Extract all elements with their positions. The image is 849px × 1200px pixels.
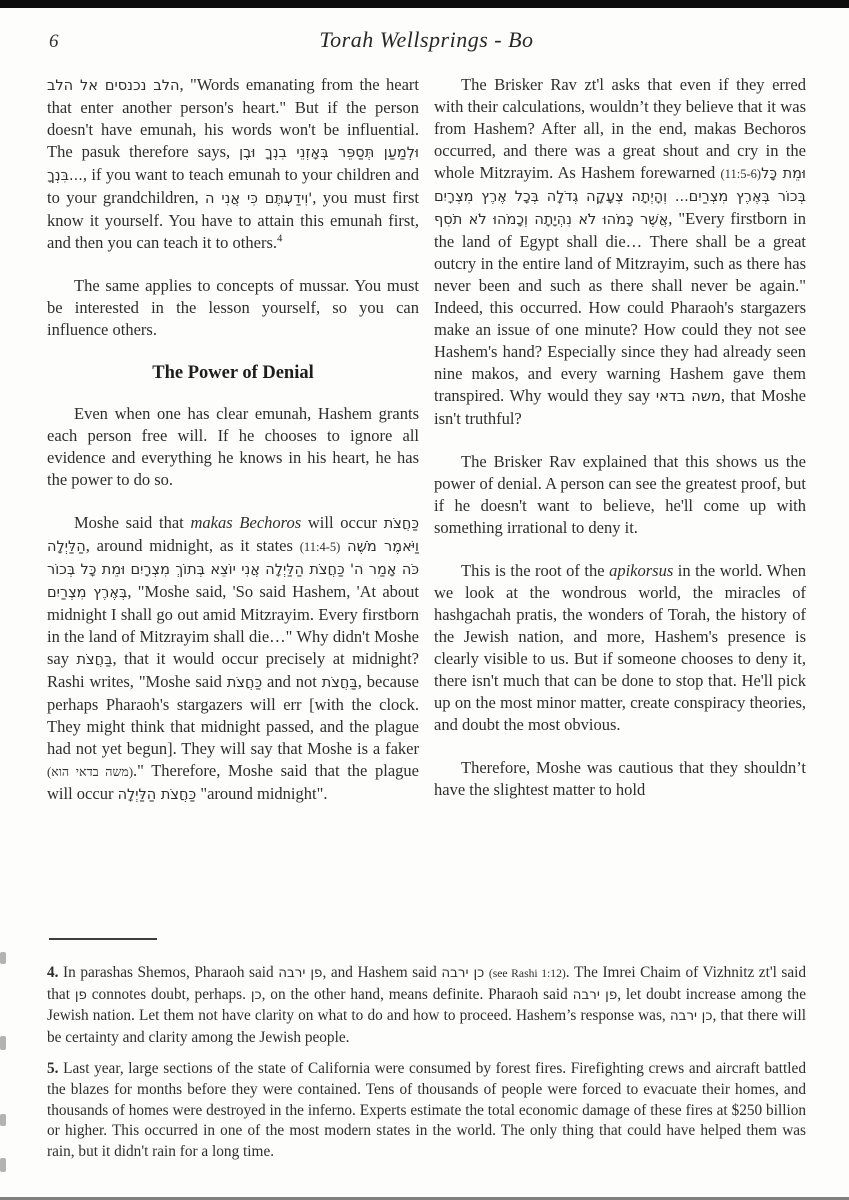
text-run: The Brisker Rav zt'l asks that even if they erred with their calculations, wouldn’t they believe that it was from Hashem? After all, in the end, makas Bechoros occurred, and there was a great shout and cry in the whole Mitzrayim. As Hashem forewarned <box>434 75 806 182</box>
hebrew-phrase: כן ירבה <box>441 966 485 981</box>
text-run: In parashas Shemos, Pharaoh said <box>63 964 279 981</box>
scan-border-top <box>0 0 849 8</box>
text-run: ." Therefore, Moshe said that the plague will occur <box>47 761 419 803</box>
inline-reference: (see Rashi 1:12) <box>488 967 566 980</box>
hebrew-phrase: פן <box>74 987 87 1003</box>
left-column <box>47 74 419 932</box>
text-run: , around midnight, as it states <box>85 536 300 555</box>
hebrew-phrase: כַּחֲצֹת הַלַּיְלָה <box>47 516 419 555</box>
page-number: 6 <box>49 31 59 52</box>
text-run: , and Hashem said <box>322 964 442 981</box>
hebrew-phrase: הלב נכנסים אל הלב <box>47 78 180 94</box>
hebrew-phrase: וּמֵת כָּל בְּכוֹר בְּאֶרֶץ מִצְרַיִם... וְהָיְתָה צְעָקָה גְדֹלָה בְּכָל אֶרֶץ מִצְרָיִם אֲשֶׁר כָּמֹהוּ לֹא נִהְיָתָה וְכָמֹהוּ לֹא תֹסִף <box>434 166 806 228</box>
text-run: Last year, large sections of the state of California were consumed by forest fires. Firefighting crews and aircraft battled the blazes for months before they were contained. Tens of thousands of people were forced to evacuate their homes, and thousands of homes were destroyed in the inferno. Experts estimate the total economic damage of these fires at $250 billion or higher. This occurred in one of the most modern states in the world. The only thing that could have helped them was rain, but it didn't rain for a long time. <box>47 1060 806 1160</box>
hebrew-phrase: כן ירבה <box>669 1009 713 1025</box>
text-run: , "Every firstborn in the land of Egypt shall die… There shall be a great outcry in the entire land of Mitzrayim, such as there has never been and such as there shall never be again." Indeed, this occurred. How could Pharaoh's stargazers make an issue of one minute? How could they not see Hashem's hand? Especially since they had already seen nine makos, and every warning Hashem gave them transpired. Why would they say <box>434 209 806 405</box>
page-header <box>47 27 806 61</box>
text-run: "around midnight". <box>196 784 328 803</box>
page-title: Torah Wellsprings - Bo <box>319 27 534 52</box>
footnote-5 <box>47 1059 806 1162</box>
right-column <box>434 74 806 932</box>
text-run: connotes doubt, perhaps. <box>86 985 251 1003</box>
text-run: . The Imrei Chaim of Vizhnitz zt'l said that <box>47 964 807 1003</box>
text-run: , if you want to teach emunah to your children and to your grandchildren, <box>47 165 419 207</box>
footnote-marker: 4 <box>277 232 283 245</box>
italic-term: apikorsus <box>609 561 674 580</box>
paragraph <box>47 74 419 254</box>
paragraph <box>47 512 419 806</box>
paragraph <box>434 560 806 736</box>
text-run: , that Moshe isn't truthful? <box>434 386 806 428</box>
hebrew-phrase: וִידַעְתֶּם כִּי אֲנִי ה' <box>204 191 313 207</box>
text-run: , that there will be certainty and clarity among the Jewish people. <box>47 1007 806 1046</box>
text-run: , on the other hand, means definite. Pharaoh said <box>261 985 573 1003</box>
text-run: and not <box>262 672 322 691</box>
footnote-list <box>47 963 806 1162</box>
text-run: Moshe said that <box>74 513 191 532</box>
paragraph <box>47 403 419 491</box>
footnote-number: 5. <box>47 1060 64 1078</box>
hebrew-phrase: וַיֹּאמֶר מֹשֶׁה כֹּה אָמַר ה' כַּחֲצֹת הַלַּיְלָה אֲנִי יוֹצֵא בְּתוֹךְ מִצְרָיִם וּמֵת כָּל בְּכוֹר בְּאֶרֶץ מִצְרַיִם <box>47 539 419 601</box>
paragraph <box>434 74 806 430</box>
text-run: , let doubt increase among the Jewish nation. Let them not have clarity on what to do and how to proceed. Hashem’s response was, <box>47 985 806 1025</box>
text-run: , that it would occur precisely at midnight? Rashi writes, "Moshe said <box>47 649 419 691</box>
body-columns <box>47 74 806 932</box>
text-run: , "Moshe said, 'So said Hashem, 'At about midnight I shall go out amid Mitzrayim. Every firstborn in the land of Mitzrayim shall die…" Why didn't Moshe say <box>47 582 419 668</box>
inline-reference: (משה בדאי הוא) <box>47 765 133 779</box>
paragraph <box>47 275 419 341</box>
footnotes-section <box>47 938 806 1173</box>
hebrew-phrase: בַּחֲצֹת <box>321 675 358 691</box>
inline-reference: (11:5-6) <box>720 167 762 181</box>
scan-artifact <box>0 1158 6 1172</box>
text-run: The Brisker Rav explained that this shows us the power of denial. A person can see the greatest proof, but if he doesn't want to believe, he'll come up with something irrational to deny it. <box>434 452 806 537</box>
paragraph <box>434 757 806 801</box>
text-run: will occur <box>301 513 384 532</box>
paragraph <box>434 451 806 539</box>
footnote-4 <box>47 963 806 1048</box>
hebrew-phrase: פן ירבה <box>278 966 323 981</box>
section-heading: The Power of Denial <box>152 363 314 383</box>
hebrew-phrase: כַּחֲצֹת <box>226 675 263 691</box>
hebrew-phrase: בַּחֲצֹת <box>76 652 113 668</box>
inline-reference: (11:4-5) <box>299 540 341 554</box>
text-run: The same applies to concepts of mussar. You must be interested in the lesson yourself, so you can influence others. <box>47 276 419 339</box>
footnote-number: 4. <box>47 964 64 981</box>
text-run: Therefore, Moshe was cautious that they shouldn’t have the slightest matter to hold <box>434 758 806 799</box>
italic-term: makas Bechoros <box>190 513 302 532</box>
text-run: , "Words emanating from the heart that enter another person's heart." But if the person doesn't have emunah, his words won't be influential. The pasuk therefore says, <box>47 75 419 161</box>
hebrew-phrase: כַּחֲצֹת הַלַּיְלָה <box>117 787 197 803</box>
hebrew-phrase: כן <box>250 987 262 1003</box>
scan-artifact <box>0 1036 6 1050</box>
text-run: , you must first know it yourself. You have to attain this emunah first, and then you can teach it to others. <box>47 188 419 252</box>
hebrew-phrase: פן ירבה <box>572 987 618 1003</box>
scan-artifact <box>0 1114 6 1126</box>
hebrew-phrase: וּלְמַעַן תְּסַפֵּר בְּאָזְנֵי בִנְךָ וּבֶן בִּנְךָ... <box>47 145 419 184</box>
hebrew-phrase: משה בדאי <box>655 389 721 405</box>
text-run: , because perhaps Pharaoh's stargazers will err [with the clock. They might think that midnight passed, and the plague had not yet begun]. They will say that Moshe is a faker <box>47 672 419 758</box>
text-run: This is the root of the <box>461 561 610 580</box>
footnote-separator <box>49 938 157 940</box>
scan-artifact <box>0 952 6 964</box>
text-run: Even when one has clear emunah, Hashem grants each person free will. If he chooses to ignore all evidence and everything he knows in his heart, he has the power to do so. <box>47 404 419 489</box>
text-run: in the world. When we look at the wondrous world, the miracles of hashgachah pratis, the wonders of Torah, the history of the Jewish nation, and more, Hashem's presence is clearly visible to us. But if someone chooses to deny it, there isn't much that can be done to stop that. He'll pick up on the most minor matter, create conspiracy theories, and doubt the most obvious. <box>434 561 806 734</box>
